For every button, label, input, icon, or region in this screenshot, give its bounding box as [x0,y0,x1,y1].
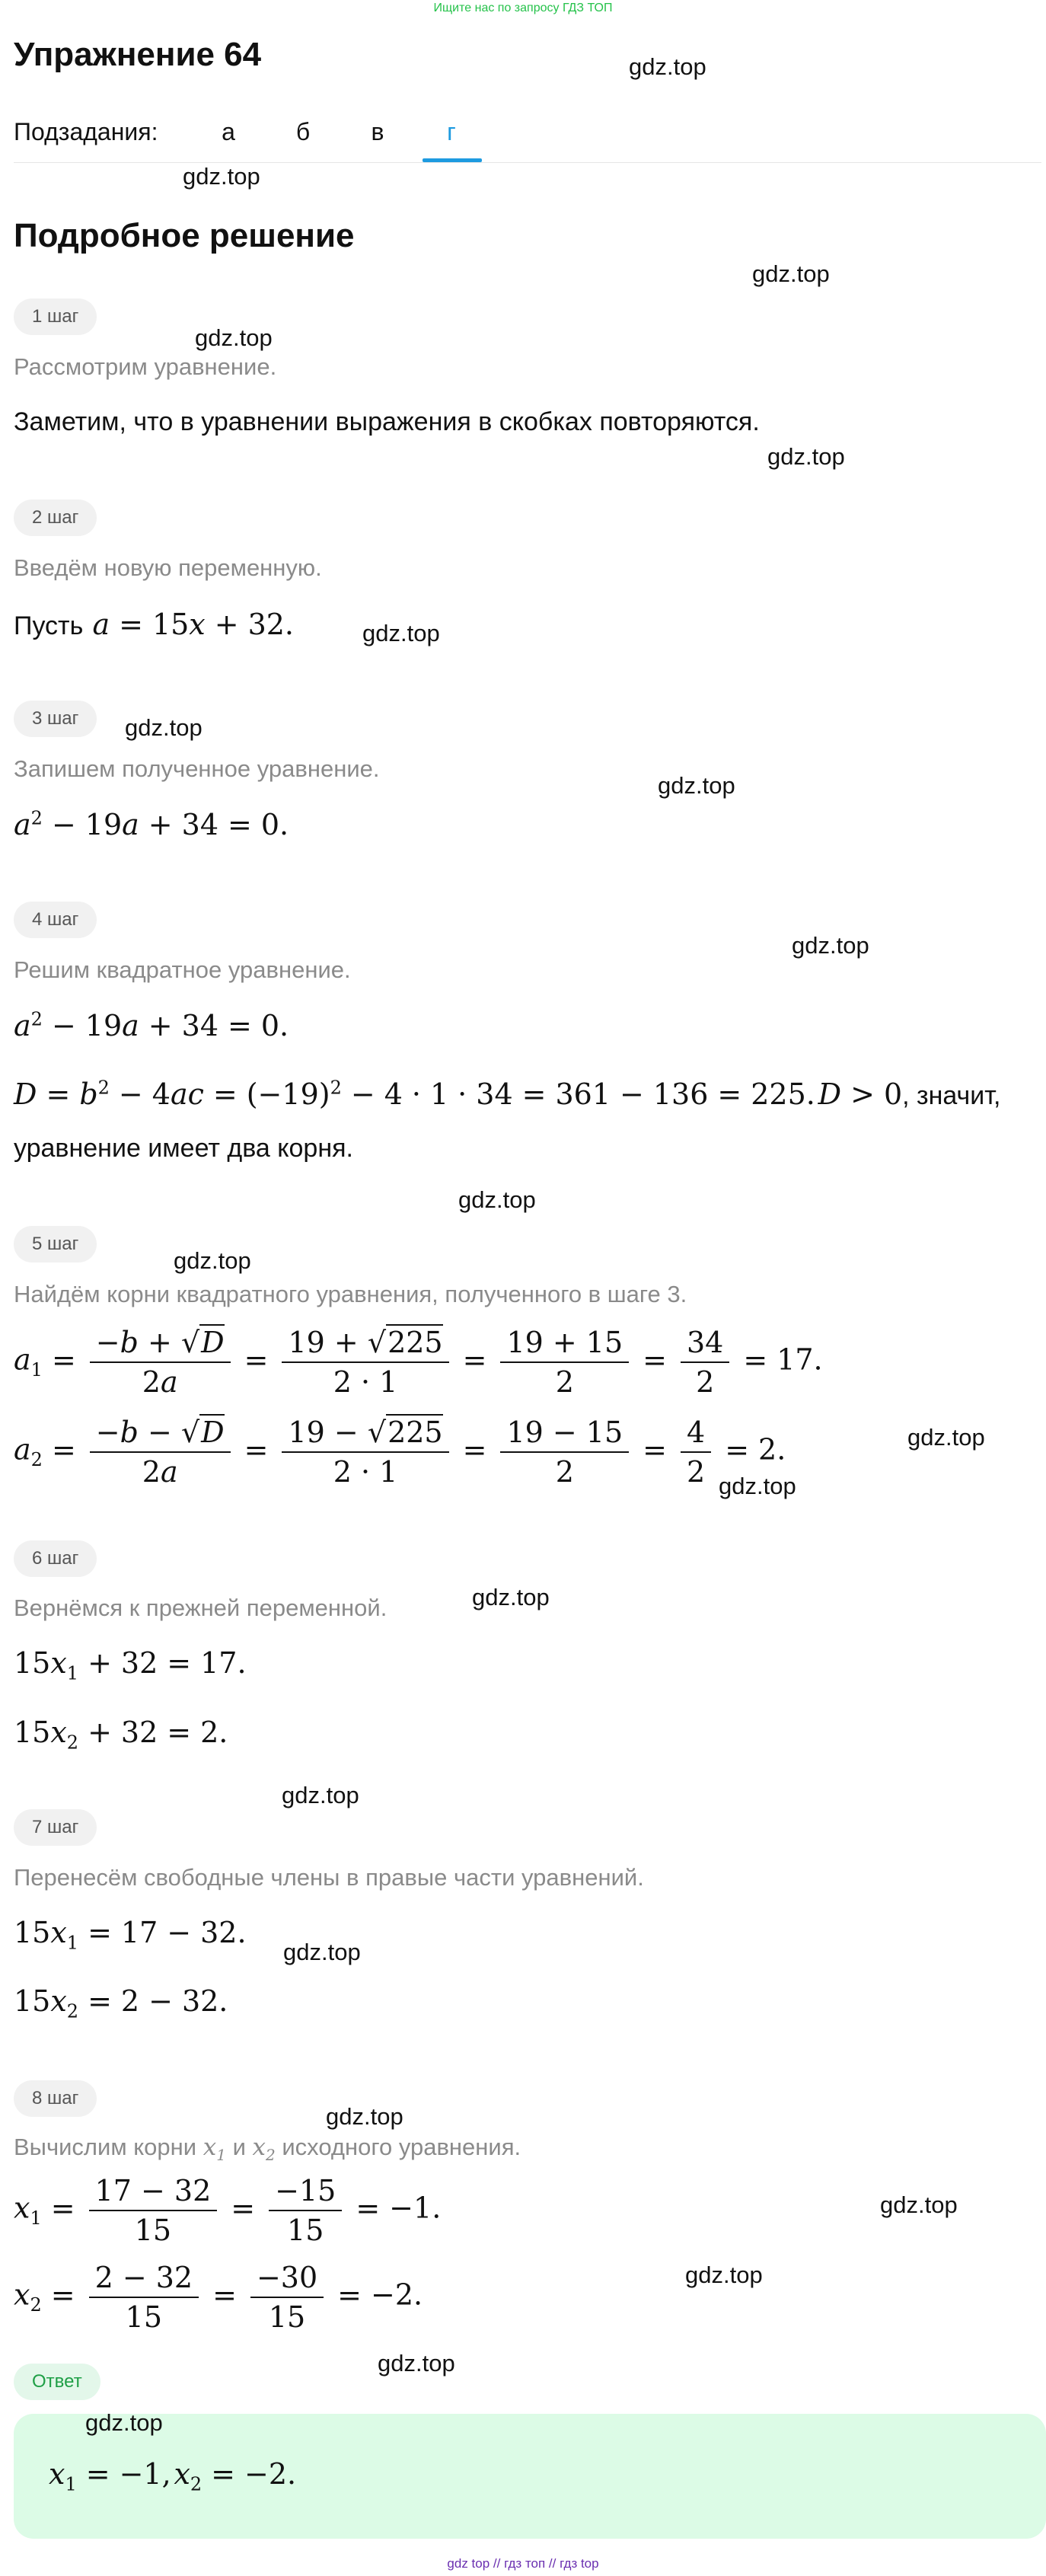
watermark: gdz.top [362,620,440,646]
watermark: gdz.top [85,2409,163,2436]
step-caption-3: Запишем полученное уравнение. [14,755,380,782]
promo-note: Ищите нас по запросу ГДЗ ТОП [433,2,613,14]
step-badge-2: 2 шаг [14,500,97,536]
watermark: gdz.top [685,2262,763,2288]
step-caption-1: Рассмотрим уравнение. [14,353,277,380]
step-math-8a: $x_1$ = $\frac{17 - 32}{15}$ = $\frac{-15}{15}$ = −1. [14,2172,441,2249]
answer-badge: Ответ [14,2364,100,2400]
step-badge-6: 6 шаг [14,1540,97,1577]
step-tail-4: , значит, [902,1081,1001,1110]
step-badge-5: 5 шаг [14,1226,97,1262]
watermark: gdz.top [125,714,203,741]
watermark: gdz.top [326,2103,403,2130]
solution-title: Подробное решение [14,217,355,254]
tab-subtask-v[interactable]: в [371,118,384,145]
step-caption-8-and: и [232,2134,246,2160]
step-text-1: Заметим, что в уравнении выражения в скобках повторяются. [14,407,760,436]
step-caption-4: Решим квадратное уравнение. [14,956,351,983]
watermark: gdz.top [719,1473,796,1499]
watermark: gdz.top [792,932,869,959]
step-badge-7: 7 шаг [14,1809,97,1846]
step-math-8b: $x_2$ = $\frac{2 - 32}{15}$ = $\frac{-30}{15}$ = −2. [14,2258,423,2336]
watermark: gdz.top [183,163,260,190]
answer-box [14,2414,1046,2539]
watermark: gdz.top [174,1247,251,1274]
subtasks-label: Подзадания: [14,118,158,145]
tab-subtask-g[interactable]: г [447,118,456,145]
step-math-5a: $a_1$ = $\frac{-b + √D}{2a}$ = $\frac{19 + √225}{2 \cdot 1}$ = $\frac{19 + 15}{2}$ = $\frac{34}{2}$ = 17. [14,1323,823,1401]
watermark: gdz.top [752,260,830,287]
answer-math: $x_1 = -1$, $x_2 = -2$. [49,2457,297,2495]
watermark: gdz.top [378,2350,455,2376]
step-math-6b: $15x_2 + 32 = 2$. [14,1716,228,1754]
tab-subtask-b[interactable]: б [295,118,311,145]
step-badge-8: 8 шаг [14,2080,97,2117]
step-math-6a: $15x_1 + 32 = 17$. [14,1646,247,1684]
watermark: gdz.top [658,772,735,799]
watermark: gdz.top [458,1186,536,1213]
watermark: gdz.top [629,53,706,80]
active-tab-indicator [423,158,482,162]
step-math-7b: $15x_2 = 2 - 32$. [14,1984,228,2022]
watermark: gdz.top [283,1939,361,1965]
tab-subtask-a[interactable]: а [222,118,235,145]
step-math-7a: $15x_1 = 17 - 32$. [14,1916,247,1954]
step-caption-2: Введём новую переменную. [14,554,322,581]
watermark: gdz.top [907,1424,985,1451]
footer-links[interactable]: gdz top // гдз топ // гдз top [447,2556,599,2571]
step-math-4a: $a^2 - 19a + 34 = 0$. [14,1008,289,1042]
step-caption-6: Вернёмся к прежней переменной. [14,1594,387,1621]
step-caption-8-a: Вычислим корни [14,2134,197,2160]
step-caption-8-b: исходного уравнения. [282,2134,521,2160]
step-caption-7: Перенесём свободные члены в правые части уравнений. [14,1864,644,1891]
step-math-4b: $D = b^2 - 4ac = (-19)^2 - 4 \cdot 1 \cdot 34 = 361 - 136 = 225$. D > 0, значит, [14,1077,1001,1111]
watermark: gdz.top [880,2191,958,2218]
step-text-2: Пусть [14,611,84,640]
step-badge-4: 4 шаг [14,902,97,938]
subtasks-bar [14,110,1041,163]
watermark: gdz.top [282,1782,359,1808]
step-caption-8: Вычислим корни $x_1$ и $x_2$ исходного уравнения. [14,2134,521,2165]
step-math-2: Пусть a = 15x + 32. [14,608,295,641]
step-math-5b: $a_2$ = $\frac{-b - √D}{2a}$ = $\frac{19 - √225}{2 \cdot 1}$ = $\frac{19 - 15}{2}$ = $\frac{4}{2}$ = 2. [14,1413,786,1491]
step-badge-1: 1 шаг [14,298,97,335]
watermark: gdz.top [472,1584,550,1610]
step-caption-5: Найдём корни квадратного уравнения, полученного в шаге 3. [14,1281,687,1307]
page-title: Упражнение 64 [14,36,262,73]
watermark: gdz.top [767,443,845,470]
step-text-4: уравнение имеет два корня. [14,1134,353,1163]
step-badge-3: 3 шаг [14,701,97,737]
step-math-3: $a^2 - 19a + 34 = 0$. [14,807,289,841]
watermark: gdz.top [195,324,273,351]
